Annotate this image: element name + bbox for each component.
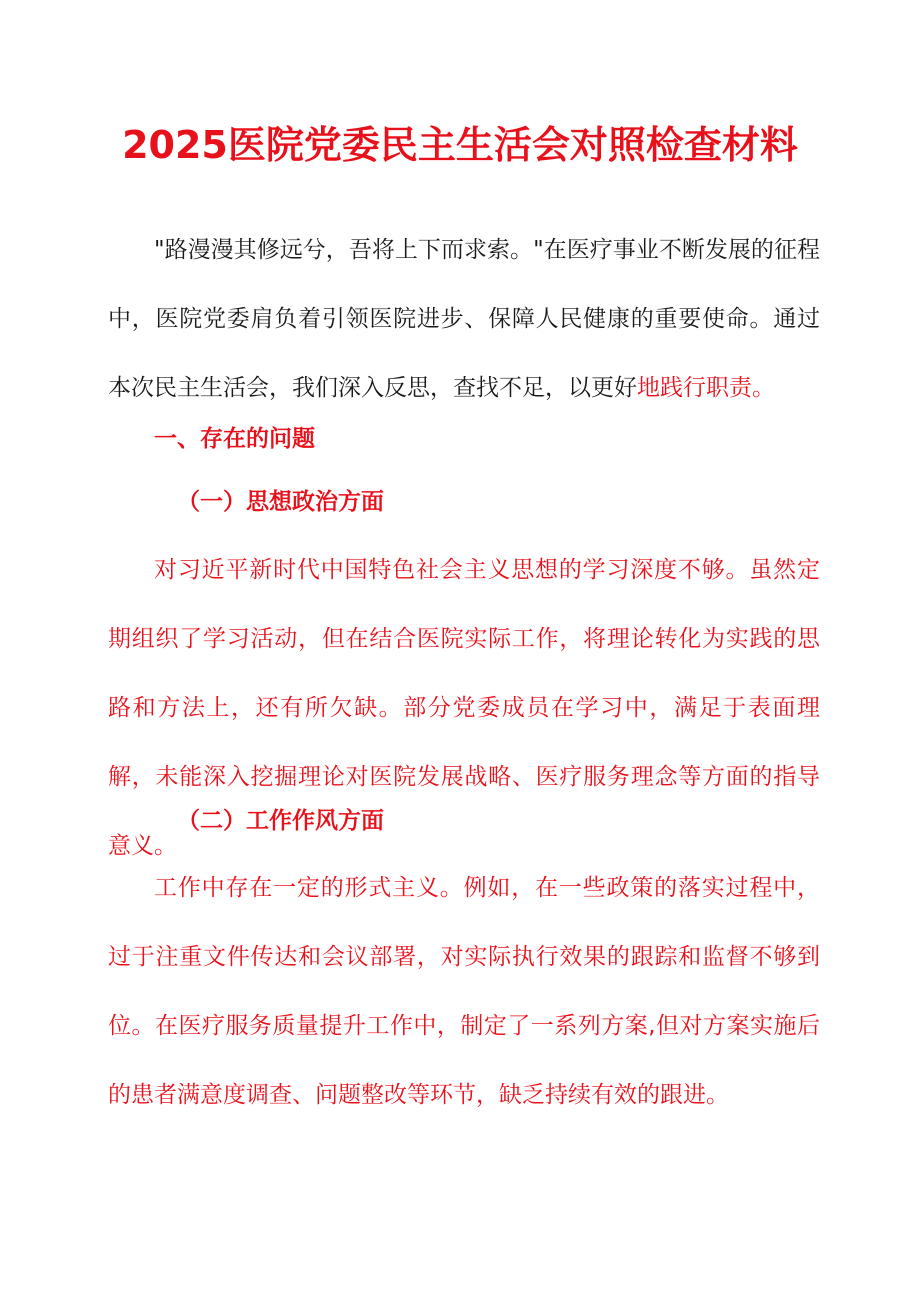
- document-title: 2025医院党委民主生活会对照检查材料: [122, 123, 798, 167]
- intro-paragraph: [108, 216, 820, 423]
- subsection-heading-work-style: （二）工作作风方面: [177, 808, 384, 834]
- intro-text: "路漫漫其修远兮，吾将上下而求索。"在医疗事业不断发展的征程中，医院党委肩负着引领医院进步、保障人民健康的重要使命。通过本次民主生活会，我们深入反思，查找不足，以更好: [108, 237, 820, 401]
- paragraph-ideology: 对习近平新时代中国特色社会主义思想的学习深度不够。虽然定期组织了学习活动，但在结合医院实际工作，将理论转化为实践的思路和方法上，还有所欠缺。部分党委成员在学习中，满足于表面理解，未能深入挖掘理论对医院发展战略、医疗服务理念等方面的指导意义。: [108, 557, 820, 859]
- section-heading-problems: 一、存在的问题: [154, 426, 315, 452]
- paragraph-work-style: 工作中存在一定的形式主义。例如，在一些政策的落实过程中，过于注重文件传达和会议部署，对实际执行效果的跟踪和监督不够到位。在医疗服务质量提升工作中，制定了一系列方案,但对方案实施后的患者满意度调查、问题整改等环节，缺乏持续有效的跟进。: [108, 875, 820, 1108]
- intro-text-highlight: 地践行职责。: [637, 375, 775, 401]
- subsection-heading-ideology: （一）思想政治方面: [177, 489, 384, 515]
